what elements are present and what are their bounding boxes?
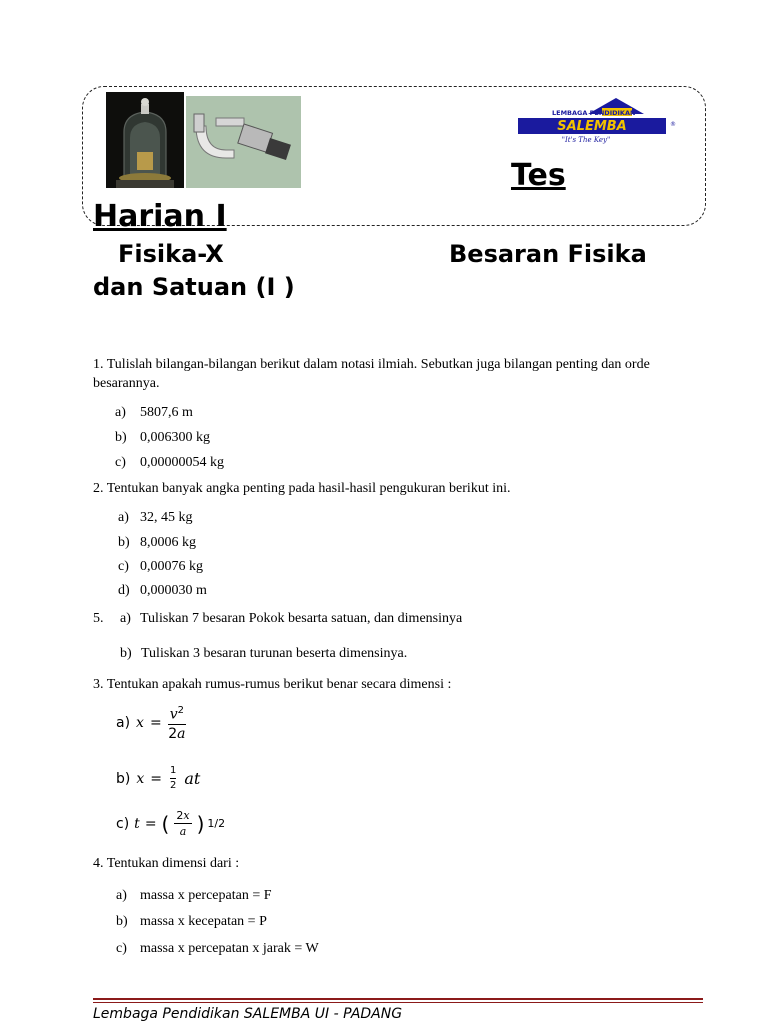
list-item-text: 0,00076 kg: [140, 559, 203, 574]
svg-text:®: ®: [670, 121, 676, 128]
list-item-text: massa x percepatan = F: [140, 888, 272, 903]
topic-label: Besaran Fisika: [449, 240, 647, 268]
footer-divider: [93, 998, 703, 1000]
formula-a-label: a): [116, 715, 131, 732]
subject-label: Fisika-X: [118, 240, 224, 268]
formula-c-label: c): [116, 815, 130, 832]
svg-text:LEMBAGA PENDIDIKAN: LEMBAGA PENDIDIKAN: [552, 109, 636, 117]
svg-text:"It's The Key": "It's The Key": [561, 136, 611, 144]
list-item: a): [116, 888, 127, 903]
list-item-text: 5807,6 m: [140, 405, 193, 420]
test-title-harian: Harian I: [93, 199, 227, 234]
topic-label-cont: dan Satuan (I ): [93, 273, 295, 301]
formula-c: c) t = ( $\frac{2x}{a}$ ) 1/2: [116, 809, 226, 838]
list-item: a): [118, 510, 129, 525]
question-5-number: 5.: [93, 611, 104, 626]
list-item: c): [118, 559, 129, 574]
list-item: b): [116, 914, 128, 929]
formula-a: a) x = $\frac{v^2}{2a}$: [116, 705, 186, 742]
list-item: b): [115, 430, 127, 445]
question-1-cont: besarannya.: [93, 376, 160, 391]
question-3: 3. Tentukan apakah rumus-rumus berikut benar secara dimensi :: [93, 677, 452, 692]
list-item-text: 32, 45 kg: [140, 510, 193, 525]
list-item: d): [118, 583, 130, 598]
list-item: c): [115, 455, 126, 470]
list-item: b): [118, 535, 130, 550]
list-item-text: massa x percepatan x jarak = W: [140, 941, 319, 956]
list-item-text: 0,000030 m: [140, 583, 207, 598]
question-2: 2. Tentukan banyak angka penting pada hasil-hasil pengukuran berikut ini.: [93, 481, 511, 496]
question-5a-label: a): [120, 611, 131, 626]
kilogram-standard-photo: [106, 92, 184, 188]
formula-b: b) x = $\frac{1}{2}$ at: [116, 765, 201, 791]
salemba-logo: [516, 96, 676, 146]
micrometer-photo: [186, 96, 301, 188]
formula-b-label: b): [116, 770, 131, 787]
question-5b-label: b): [120, 646, 132, 661]
question-1: 1. Tulislah bilangan-bilangan berikut dalam notasi ilmiah. Sebutkan juga bilangan penting dan orde: [93, 357, 650, 372]
list-item: c): [116, 941, 127, 956]
list-item-text: massa x kecepatan = P: [140, 914, 267, 929]
list-item-text: 0,006300 kg: [140, 430, 210, 445]
svg-text:SALEMBA: SALEMBA: [557, 119, 627, 134]
question-4: 4. Tentukan dimensi dari :: [93, 856, 240, 871]
test-title: Tes: [511, 158, 566, 193]
question-5a: Tuliskan 7 besaran Pokok besarta satuan, dan dimensinya: [140, 611, 463, 626]
footer-divider-thin: [93, 1002, 703, 1003]
list-item: a): [115, 405, 126, 420]
list-item-text: 8,0006 kg: [140, 535, 196, 550]
question-5b: Tuliskan 3 besaran turunan beserta dimensinya.: [141, 646, 408, 661]
list-item-text: 0,00000054 kg: [140, 455, 224, 470]
footer-text: Lembaga Pendidikan SALEMBA UI - PADANG: [93, 1006, 403, 1022]
